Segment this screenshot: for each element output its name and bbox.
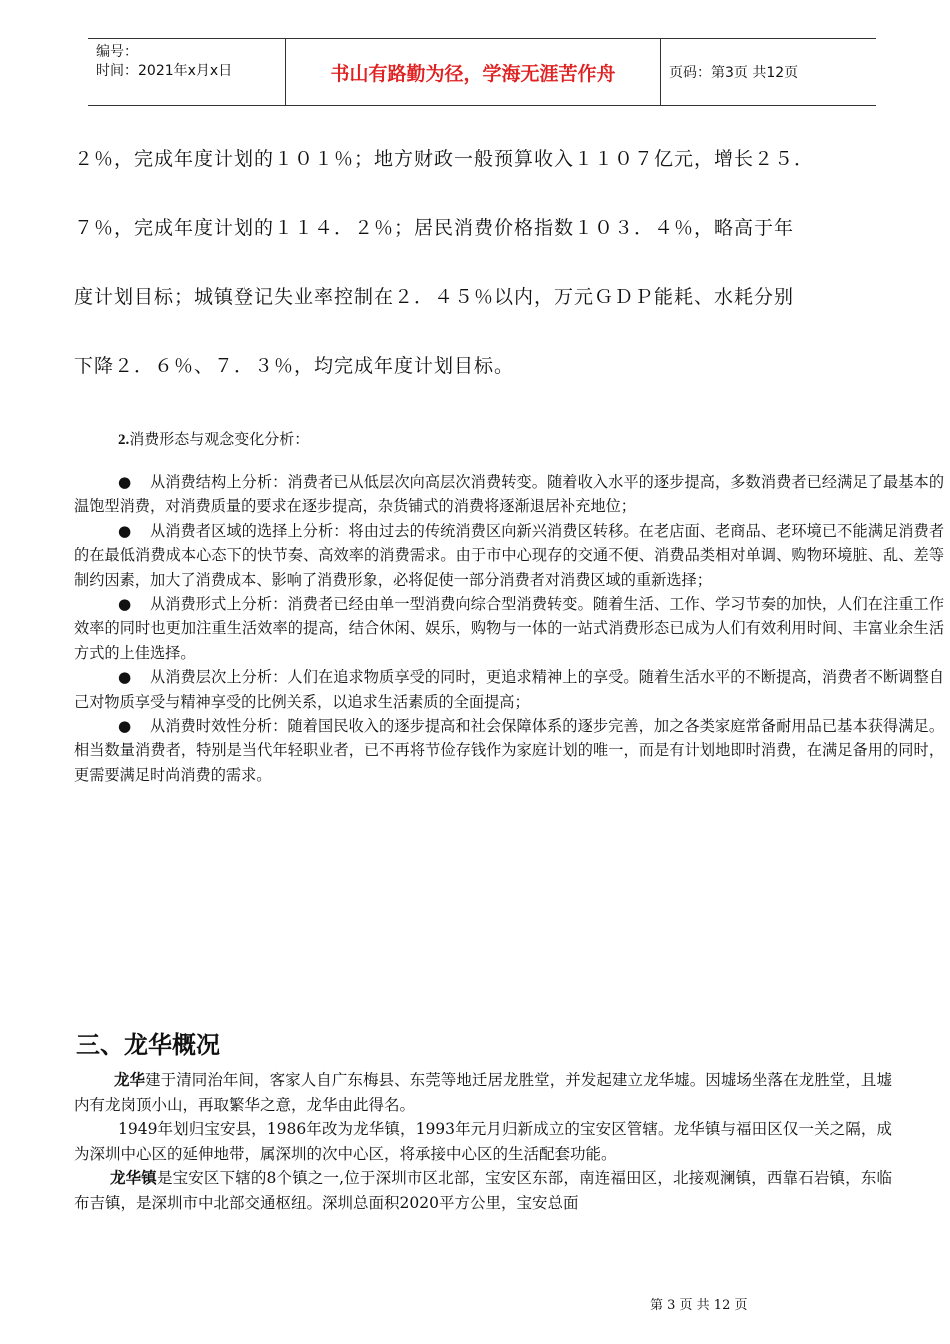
body-line-4: 下降２．６％、７．３％，均完成年度计划目标。 bbox=[74, 355, 515, 377]
bullet-text: 从消费形式上分析：消费者已经由单一型消费向综合型消费转变。随着生活、工作、学习节奏的加快，人们在注重工作效率的同时也更加注重生活效率的提高，结合休闲、娱乐，购物与一体的一站式消费形态已成为人们有效利用时间、丰富业余生活方式的上佳选择。 bbox=[74, 595, 944, 662]
bold-term: 龙华 bbox=[114, 1070, 146, 1089]
bullet-dot-icon: ● bbox=[118, 668, 132, 687]
header-page-info: 页码：第3页 共12页 bbox=[669, 65, 799, 81]
bullet-item bbox=[74, 714, 944, 787]
bullet-text: 从消费时效性分析：随着国民收入的逐步提高和社会保障体系的逐步完善，加之各类家庭常备耐用品已基本获得满足。相当数量消费者，特别是当代年轻职业者，已不再将节俭存钱作为家庭计划的唯一，而是有计划地即时消费，在满足备用的同时，更需要满足时尚消费的需求。 bbox=[74, 717, 944, 784]
time-label: 时间：2021年x月x日 bbox=[96, 63, 233, 79]
paragraph-text: 建于清同治年间，客家人自广东梅县、东莞等地迁居龙胜堂，并发起建立龙华墟。因墟场坐落在龙胜堂，且墟内有龙岗顶小山，再取繁华之意，龙华由此得名。 bbox=[74, 1071, 892, 1114]
bullet-text: 从消费者区域的选择上分析：将由过去的传统消费区向新兴消费区转移。在老店面、老商品、老环境已不能满足消费者的在最低消费成本心态下的快节奏、高效率的消费需求。由于市中心现存的交通不便、消费品类相对单调、购物环境脏、乱、差等制约因素，加大了消费成本、影响了消费形象，必将促使一部分消费者对消费区域的重新选择； bbox=[74, 521, 944, 589]
bullet-dot-icon: ● bbox=[118, 717, 132, 736]
page-header bbox=[88, 38, 876, 106]
header-meta bbox=[88, 39, 286, 105]
number-label: 编号： bbox=[96, 44, 138, 60]
bullet-item bbox=[74, 592, 944, 665]
subheading bbox=[118, 428, 309, 449]
bullet-dot-icon: ● bbox=[118, 521, 132, 540]
bold-term: 龙华镇 bbox=[110, 1168, 157, 1187]
bullet-dot-icon: ● bbox=[118, 595, 132, 614]
header-motto: 书山有路勤为径，学海无涯苦作舟 bbox=[286, 39, 661, 105]
paragraph-text: 1949年划归宝安县，1986年改为龙华镇，1993年元月归新成立的宝安区管辖。龙华镇与福田区仅一关之隔，成为深圳中心区的延伸地带，属深圳的次中心区，将承接中心区的生活配套功能。 bbox=[74, 1120, 892, 1163]
paragraph bbox=[74, 1068, 892, 1117]
paragraph-text: 是宝安区下辖的8个镇之一,位于深圳市区北部，宝安区东部，南连福田区，北接观澜镇，西靠石岩镇，东临布吉镇，是深圳市中北部交通枢纽。深圳总面积2020平方公里，宝安总面 bbox=[74, 1169, 892, 1212]
body-line-2: ７％，完成年度计划的１１４．２％；居民消费价格指数１０３．４％，略高于年 bbox=[74, 217, 795, 239]
bullet-item bbox=[74, 665, 944, 714]
paragraph bbox=[74, 1166, 892, 1215]
bullet-text: 从消费结构上分析：消费者已从低层次向高层次消费转变。随着收入水平的逐步提高，多数消费者已经满足了最基本的温饱型消费，对消费质量的要求在逐步提高，杂货铺式的消费将逐渐退居补充地位； bbox=[74, 473, 944, 516]
bullet-item bbox=[74, 470, 944, 519]
bullet-list bbox=[74, 470, 944, 787]
bullet-text: 从消费层次上分析：人们在追求物质享受的同时，更追求精神上的享受。随着生活水平的不断提高，消费者不断调整自己对物质享受与精神享受的比例关系，以追求生活素质的全面提高； bbox=[74, 668, 944, 711]
bullet-dot-icon: ● bbox=[118, 473, 132, 491]
section-body bbox=[74, 1068, 892, 1215]
page-footer: 第 3 页 共 12 页 bbox=[650, 1298, 748, 1313]
subheading-text: 消费形态与观念变化分析： bbox=[129, 430, 310, 448]
body-line-3: 度计划目标；城镇登记失业率控制在２．４５％以内，万元ＧＤＰ能耗、水耗分别 bbox=[74, 286, 795, 308]
bullet-item bbox=[74, 519, 944, 592]
subheading-number: 2. bbox=[118, 432, 130, 448]
paragraph bbox=[74, 1117, 892, 1166]
body-line-1: ２％，完成年度计划的１０１％；地方财政一般预算收入１１０７亿元，增长２５． bbox=[74, 148, 815, 170]
section-heading: 三、龙华概况 bbox=[76, 1031, 220, 1059]
